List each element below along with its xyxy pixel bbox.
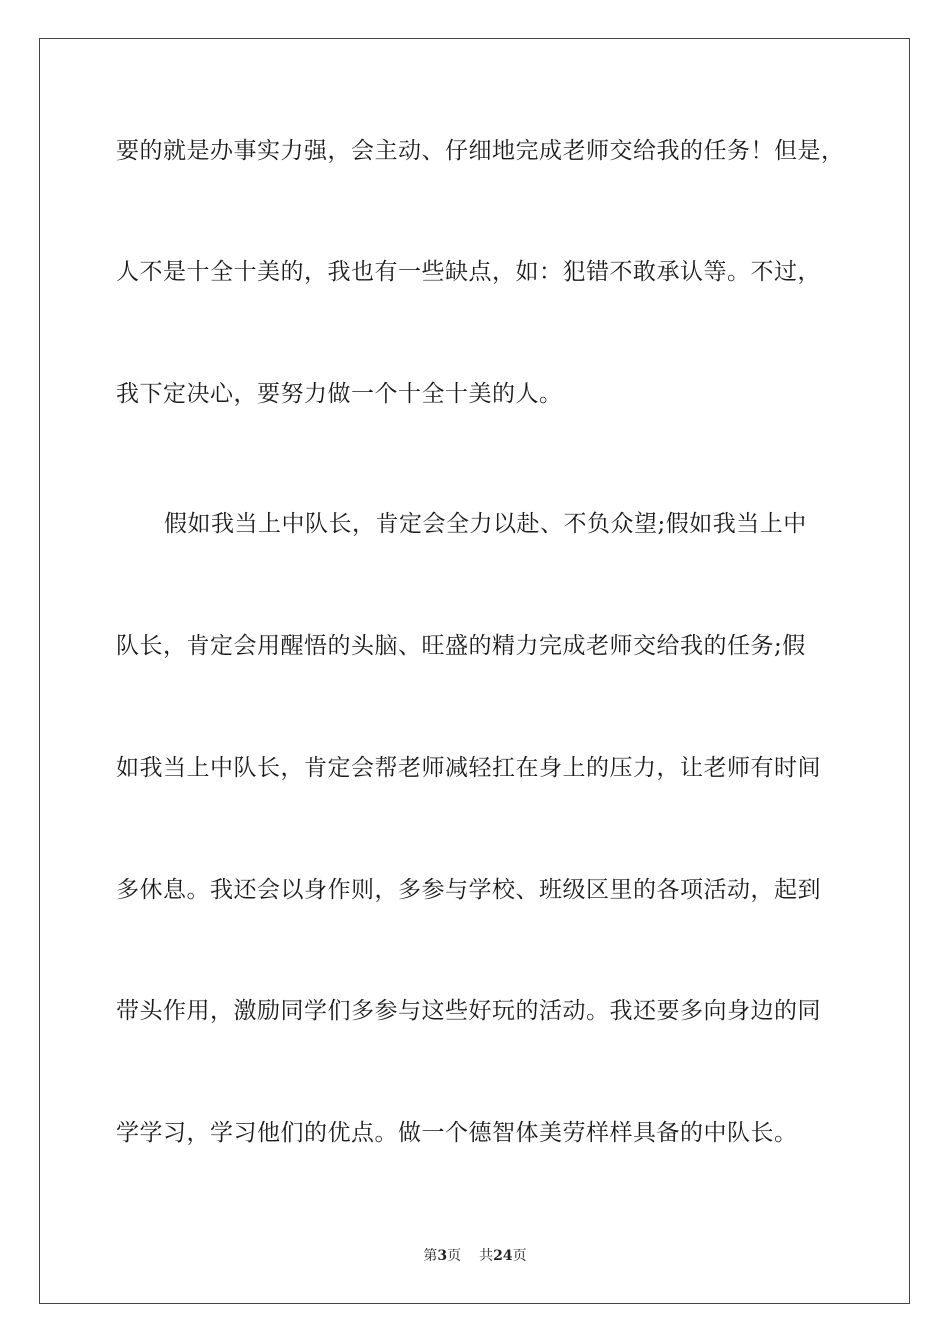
text-line: 带头作用，激励同学们多参与这些好玩的活动。我还要多向身边的同 — [116, 998, 821, 1024]
text-line: 人不是十全十美的，我也有一些缺点，如：犯错不敢承认等。不过， — [116, 259, 821, 285]
text-line: 我下定决心，要努力做一个十全十美的人。 — [116, 381, 563, 407]
text-line: 假如我当上中队长，肯定会全力以赴、不负众望;假如我当上中 — [164, 511, 807, 537]
text-line: 多休息。我还会以身作则，多参与学校、班级区里的各项活动，起到 — [116, 877, 821, 903]
text-line: 要的就是办事实力强，会主动、仔细地完成老师交给我的任务！但是， — [116, 138, 845, 164]
page-label-prefix: 第 — [423, 1248, 438, 1264]
text-line: 学学习，学习他们的优点。做一个德智体美劳样样具备的中队长。 — [116, 1120, 798, 1146]
page-label-suffix: 页 — [447, 1248, 462, 1264]
text-line: 如我当上中队长，肯定会帮老师减轻扛在身上的压力，让老师有时间 — [116, 755, 821, 781]
text-line: 队长，肯定会用醒悟的头脑、旺盛的精力完成老师交给我的任务;假 — [116, 633, 806, 659]
total-pages: 24 — [493, 1248, 513, 1264]
page-number: 3 — [437, 1248, 448, 1264]
total-label-suffix: 页 — [512, 1248, 527, 1264]
total-label-prefix: 共 — [479, 1248, 494, 1264]
page-border — [39, 38, 910, 1304]
page-footer — [0, 1246, 950, 1266]
